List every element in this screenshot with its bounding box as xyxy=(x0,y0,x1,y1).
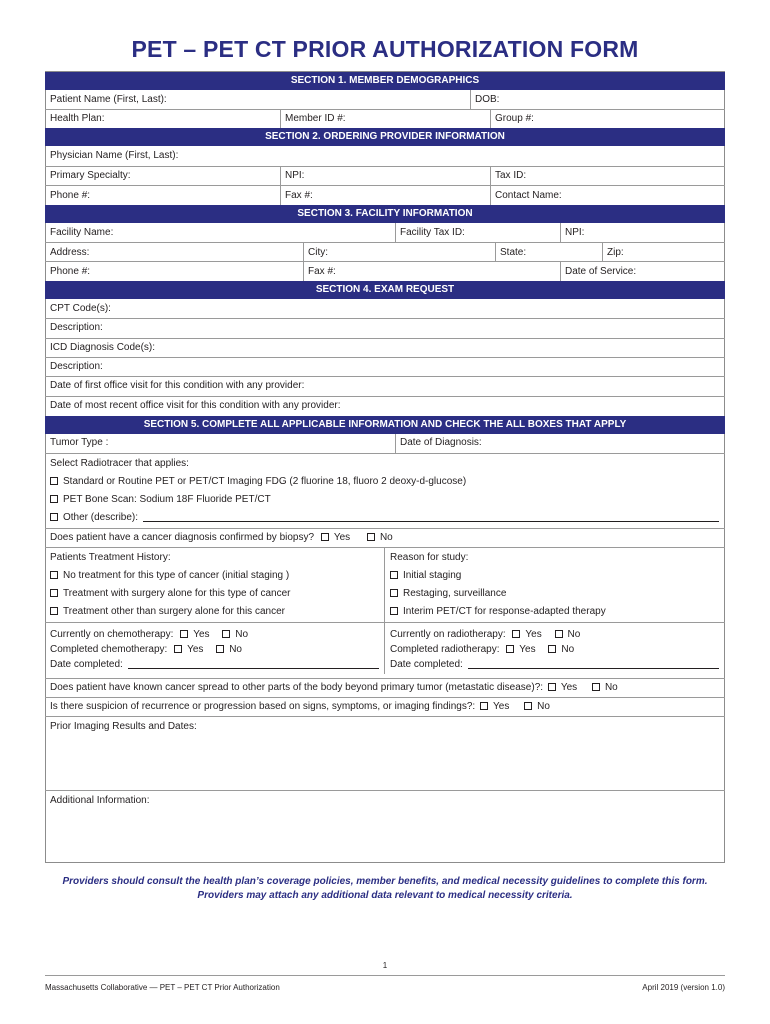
footer-note-2: Providers may attach any additional data relevant to medical necessity criteria. xyxy=(197,890,573,901)
divider xyxy=(560,223,561,242)
treatment-history-title: Patients Treatment History: xyxy=(50,552,171,563)
reason-option-interim[interactable]: Interim PET/CT for response-adapted therapy xyxy=(390,606,606,618)
chemo-date-completed-line[interactable] xyxy=(128,668,379,669)
page-number: 1 xyxy=(382,961,388,970)
metastatic-no-checkbox[interactable] xyxy=(592,683,600,691)
divider xyxy=(384,547,385,674)
checkbox[interactable] xyxy=(390,571,398,579)
physician-name-field[interactable]: Physician Name (First, Last): xyxy=(50,150,179,161)
checkbox[interactable] xyxy=(50,477,58,485)
radio-current-row: Currently on radiotherapy: Yes No xyxy=(390,629,581,640)
facility-name-field[interactable]: Facility Name: xyxy=(50,227,114,238)
facility-npi-field[interactable]: NPI: xyxy=(565,227,585,238)
divider xyxy=(395,434,396,453)
radio-current-no-checkbox[interactable] xyxy=(555,630,563,638)
checkbox[interactable] xyxy=(390,589,398,597)
provider-phone-field[interactable]: Phone #: xyxy=(50,190,91,201)
radio-date-completed-label: Date completed: xyxy=(390,659,463,670)
radio-current-yes-checkbox[interactable] xyxy=(512,630,520,638)
reason-option-restaging[interactable]: Restaging, surveillance xyxy=(390,588,506,600)
treatment-option-none[interactable]: No treatment for this type of cancer (initial staging ) xyxy=(50,570,289,582)
checkbox[interactable] xyxy=(50,495,58,503)
recurrence-no-checkbox[interactable] xyxy=(524,702,532,710)
checkbox[interactable] xyxy=(50,607,58,615)
cpt-codes-field[interactable]: CPT Code(s): xyxy=(50,303,111,314)
health-plan-field[interactable]: Health Plan: xyxy=(50,113,105,124)
divider xyxy=(45,528,725,529)
divider xyxy=(45,357,725,358)
treatment-option-surgery[interactable]: Treatment with surgery alone for this type of cancer xyxy=(50,588,291,600)
chemo-current-row: Currently on chemotherapy: Yes No xyxy=(50,629,249,640)
footer-version: April 2019 (version 1.0) xyxy=(642,983,725,992)
chemo-current-yes-checkbox[interactable] xyxy=(180,630,188,638)
provider-tax-id-field[interactable]: Tax ID: xyxy=(495,170,527,181)
biopsy-no-checkbox[interactable] xyxy=(367,533,375,541)
cpt-description-field[interactable]: Description: xyxy=(50,322,103,333)
divider xyxy=(45,376,725,377)
section-3-header: SECTION 3. FACILITY INFORMATION xyxy=(45,205,725,223)
facility-address-field[interactable]: Address: xyxy=(50,247,90,258)
divider xyxy=(45,622,725,623)
reason-option-initial[interactable]: Initial staging xyxy=(390,570,461,582)
divider xyxy=(45,338,725,339)
footer-left-text: Massachusetts Collaborative — PET – PET CT Prior Authorization xyxy=(45,983,280,992)
radiotracer-option-fdg[interactable]: Standard or Routine PET or PET/CT Imaging FDG (2 fluorine 18, fluoro 2 deoxy-d-glucose) xyxy=(50,476,466,488)
facility-tax-id-field[interactable]: Facility Tax ID: xyxy=(400,227,465,238)
icd-description-field[interactable]: Description: xyxy=(50,361,103,372)
divider xyxy=(45,185,725,186)
divider xyxy=(490,109,491,128)
radiotracer-option-bone[interactable]: PET Bone Scan: Sodium 18F Fluoride PET/CT xyxy=(50,494,271,506)
metastatic-question: Does patient have known cancer spread to other parts of the body beyond primary tumor (metastatic disease)?: Yes No xyxy=(50,682,618,693)
facility-state-field[interactable]: State: xyxy=(500,247,527,258)
dob-field[interactable]: DOB: xyxy=(475,94,500,105)
divider xyxy=(602,242,603,261)
checkbox[interactable] xyxy=(50,589,58,597)
biopsy-question: Does patient have a cancer diagnosis confirmed by biopsy? Yes No xyxy=(50,532,393,543)
divider xyxy=(45,697,725,698)
provider-fax-field[interactable]: Fax #: xyxy=(285,190,313,201)
additional-information-field[interactable]: Additional Information: xyxy=(50,795,150,806)
divider xyxy=(45,109,725,110)
chemo-current-no-checkbox[interactable] xyxy=(222,630,230,638)
footer-note-1: Providers should consult the health plan’s coverage policies, member benefits, and medical necessity guidelines to complete this form. xyxy=(62,876,708,887)
divider xyxy=(395,223,396,242)
date-of-service-field[interactable]: Date of Service: xyxy=(565,266,637,277)
section-4-header: SECTION 4. EXAM REQUEST xyxy=(45,281,725,299)
footer-divider xyxy=(45,975,725,976)
chemo-completed-row: Completed chemotherapy: Yes No xyxy=(50,644,242,655)
recurrence-question: Is there suspicion of recurrence or progression based on signs, symptoms, or imaging findings?: Yes No xyxy=(50,701,550,712)
section-2-header: SECTION 2. ORDERING PROVIDER INFORMATION xyxy=(45,128,725,146)
checkbox[interactable] xyxy=(390,607,398,615)
tumor-type-field[interactable]: Tumor Type : xyxy=(50,437,109,448)
radiotracer-option-other[interactable]: Other (describe): xyxy=(50,512,138,524)
contact-name-field[interactable]: Contact Name: xyxy=(495,190,562,201)
date-of-diagnosis-field[interactable]: Date of Diagnosis: xyxy=(400,437,482,448)
page-title: PET – PET CT PRIOR AUTHORIZATION FORM xyxy=(131,36,639,62)
treatment-option-other[interactable]: Treatment other than surgery alone for this cancer xyxy=(50,606,285,618)
divider xyxy=(45,547,725,548)
divider xyxy=(45,678,725,679)
divider xyxy=(45,716,725,717)
divider xyxy=(45,166,725,167)
divider xyxy=(45,318,725,319)
divider xyxy=(560,261,561,281)
facility-phone-field[interactable]: Phone #: xyxy=(50,266,91,277)
radio-completed-row: Completed radiotherapy: Yes No xyxy=(390,644,575,655)
chemo-completed-no-checkbox[interactable] xyxy=(216,645,224,653)
chemo-completed-yes-checkbox[interactable] xyxy=(174,645,182,653)
radio-completed-no-checkbox[interactable] xyxy=(548,645,556,653)
radio-completed-yes-checkbox[interactable] xyxy=(506,645,514,653)
divider xyxy=(45,396,725,397)
prior-imaging-field[interactable]: Prior Imaging Results and Dates: xyxy=(50,721,197,732)
group-field[interactable]: Group #: xyxy=(495,113,534,124)
facility-zip-field[interactable]: Zip: xyxy=(607,247,624,258)
reason-for-study-title: Reason for study: xyxy=(390,552,469,563)
divider xyxy=(495,242,496,261)
divider xyxy=(280,109,281,128)
biopsy-yes-checkbox[interactable] xyxy=(321,533,329,541)
primary-specialty-field[interactable]: Primary Specialty: xyxy=(50,170,131,181)
section-1-header: SECTION 1. MEMBER DEMOGRAPHICS xyxy=(45,72,725,90)
patient-name-field[interactable]: Patient Name (First, Last): xyxy=(50,94,167,105)
icd-codes-field[interactable]: ICD Diagnosis Code(s): xyxy=(50,342,156,353)
facility-city-field[interactable]: City: xyxy=(308,247,328,258)
other-describe-line[interactable] xyxy=(143,521,719,522)
divider xyxy=(45,453,725,454)
member-id-field[interactable]: Member ID #: xyxy=(285,113,346,124)
radiotracer-prompt: Select Radiotracer that applies: xyxy=(50,458,189,469)
first-visit-date-field[interactable]: Date of first office visit for this condition with any provider: xyxy=(50,380,305,391)
metastatic-yes-checkbox[interactable] xyxy=(548,683,556,691)
section-5-header: SECTION 5. COMPLETE ALL APPLICABLE INFORMATION AND CHECK THE ALL BOXES THAT APPLY xyxy=(45,416,725,434)
recent-visit-date-field[interactable]: Date of most recent office visit for this condition with any provider: xyxy=(50,400,341,411)
facility-fax-field[interactable]: Fax #: xyxy=(308,266,336,277)
provider-npi-field[interactable]: NPI: xyxy=(285,170,305,181)
radio-date-completed-line[interactable] xyxy=(468,668,719,669)
chemo-date-completed-label: Date completed: xyxy=(50,659,123,670)
divider xyxy=(45,790,725,791)
divider xyxy=(45,242,725,243)
recurrence-yes-checkbox[interactable] xyxy=(480,702,488,710)
divider xyxy=(45,261,725,262)
checkbox[interactable] xyxy=(50,571,58,579)
checkbox[interactable] xyxy=(50,513,58,521)
divider xyxy=(470,90,471,109)
